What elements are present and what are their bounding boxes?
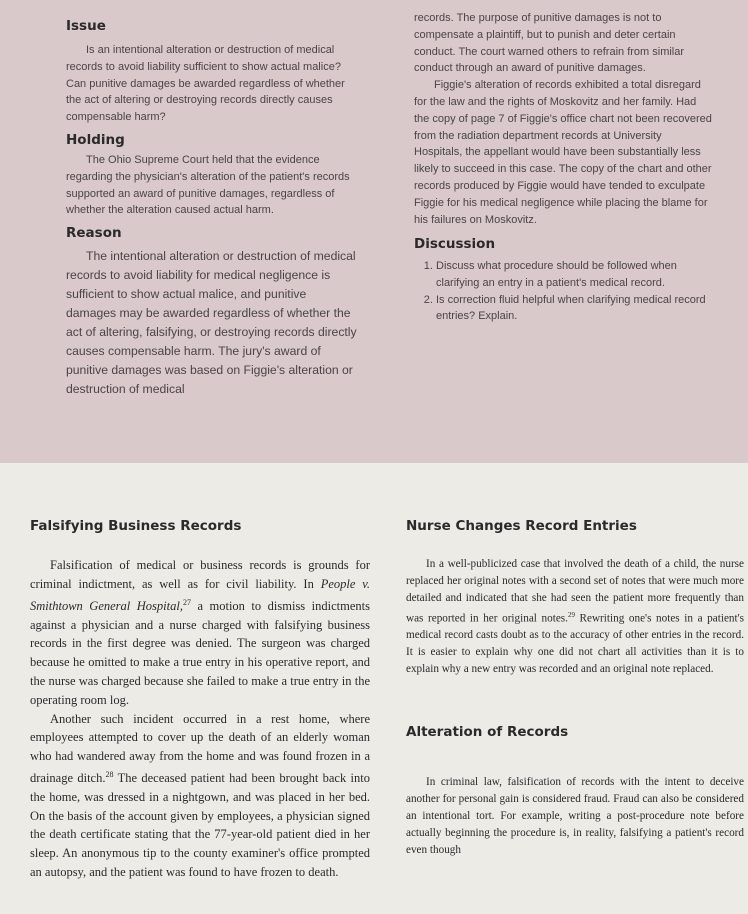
discussion-item: 1. Discuss what procedure should be followed when clarifying an entry in a patient's medical record. — [436, 258, 712, 291]
issue-text: Is an intentional alteration or destruction of medical records to avoid liability sufficient to show actual malice? Can punitive damages be awarded regardless of whether the act of altering or destroying records directly causes compensable harm? — [66, 44, 345, 124]
case-box-left-column — [66, 18, 358, 398]
reason-heading: Reason — [66, 225, 122, 242]
nurse-changes-paragraph: In a well-publicized case that involved the death of a child, the nurse replaced her original notes with a second set of notes that were much more detailed and indicated that she had seen the patient more frequently than was reported in her original notes.$^{29}$ Rewriting one's notes in a patient's medical record casts doubt as to the accuracy of other entries in the record. It is easier to explain why one did not chart all activities than it is to explain why a new entry was recorded and an original note replaced. — [406, 558, 744, 676]
discussion-item: 2. Is correction fluid helpful when clarifying medical record entries? Explain. — [436, 292, 712, 325]
case-citation: People v. Smithtown General Hospital, — [30, 576, 370, 613]
holding-heading: Holding — [66, 131, 125, 148]
falsifying-paragraph-2: Another such incident occurred in a rest home, where employees attempted to cover up the death of an elderly woman who had wandered away from the home and was found frozen in a drainage ditch.$^{28}$ The deceased patient had been brought back into the home, was dressed in a nightgown, and was placed in her bed. On the basis of the account given by employees, a physician signed the death certificate stating that the 77-year-old patient died in her sleep. An anonymous tip to the county examiner's office prompted an autopsy, and the patient was found to have frozen to death. — [30, 711, 370, 880]
nurse-changes-heading: Nurse Changes Record Entries — [406, 518, 637, 534]
nurse-changes-section — [406, 518, 744, 859]
issue-heading: Issue — [66, 18, 106, 34]
falsifying-paragraph-1: Falsification of medical or business records is grounds for criminal indictment, as well as for civil liability. In People v. Smithtown General Hospital,$^{27}$ a motion to dismiss indictments against a physician and a nurse charged with falsifying business records in the first degree was denied. The surgeon was charged because he omitted to make a true entry in his operative report, and the nurse was charged because she failed to make a true entry in the operating room log. — [30, 558, 371, 707]
alteration-paragraph: In criminal law, falsification of records with the intent to deceive another for personal gain is considered fraud. Fraud can also be considered an intentional tort. For example, writing a post-procedure note before actually beginning the procedure is, in reality, falsifying a patient's record even though — [406, 776, 744, 856]
case-box-right-column — [414, 10, 712, 325]
falsifying-records-section — [30, 518, 370, 882]
discussion-heading: Discussion — [414, 236, 496, 253]
holding-text: The Ohio Supreme Court held that the evidence regarding the physician's alteration of the patient's records supported an award of punitive damages, regardless of whether the alteration caused actual harm. — [66, 153, 350, 217]
figgie-paragraph: Figgie's alteration of records exhibited a total disregard for the law and the rights of Moskovitz and her family. Had the copy of page 7 of Figgie's office chart not been recovered from the radiation department records at University Hospitals, the appellant would have been substantially less likely to succeed in this case. The copy of the chart and other records produced by Figgie would have tended to exculpate Figgie for his medical negligence while placing the blame for his failures on Moskovitz. — [414, 79, 712, 226]
falsifying-heading: Falsifying Business Records — [30, 518, 242, 534]
alteration-heading: Alteration of Records — [406, 724, 569, 741]
discussion-list — [414, 258, 712, 324]
punitive-text: records. The purpose of punitive damages is not to compensate a plaintiff, but to punish and deter certain conduct. The court warned others to refrain from similar conduct through an award of punitive damages. — [414, 12, 685, 75]
reason-text: The intentional alteration or destruction of medical records to avoid liability for medical negligence is sufficient to show actual malice, and punitive damages may be awarded regardless of whether the act of altering, falsifying, or destroying records directly causes compensable harm. The jury's award of punitive damages was based on Figgie's alteration or destruction of medical — [66, 249, 357, 396]
